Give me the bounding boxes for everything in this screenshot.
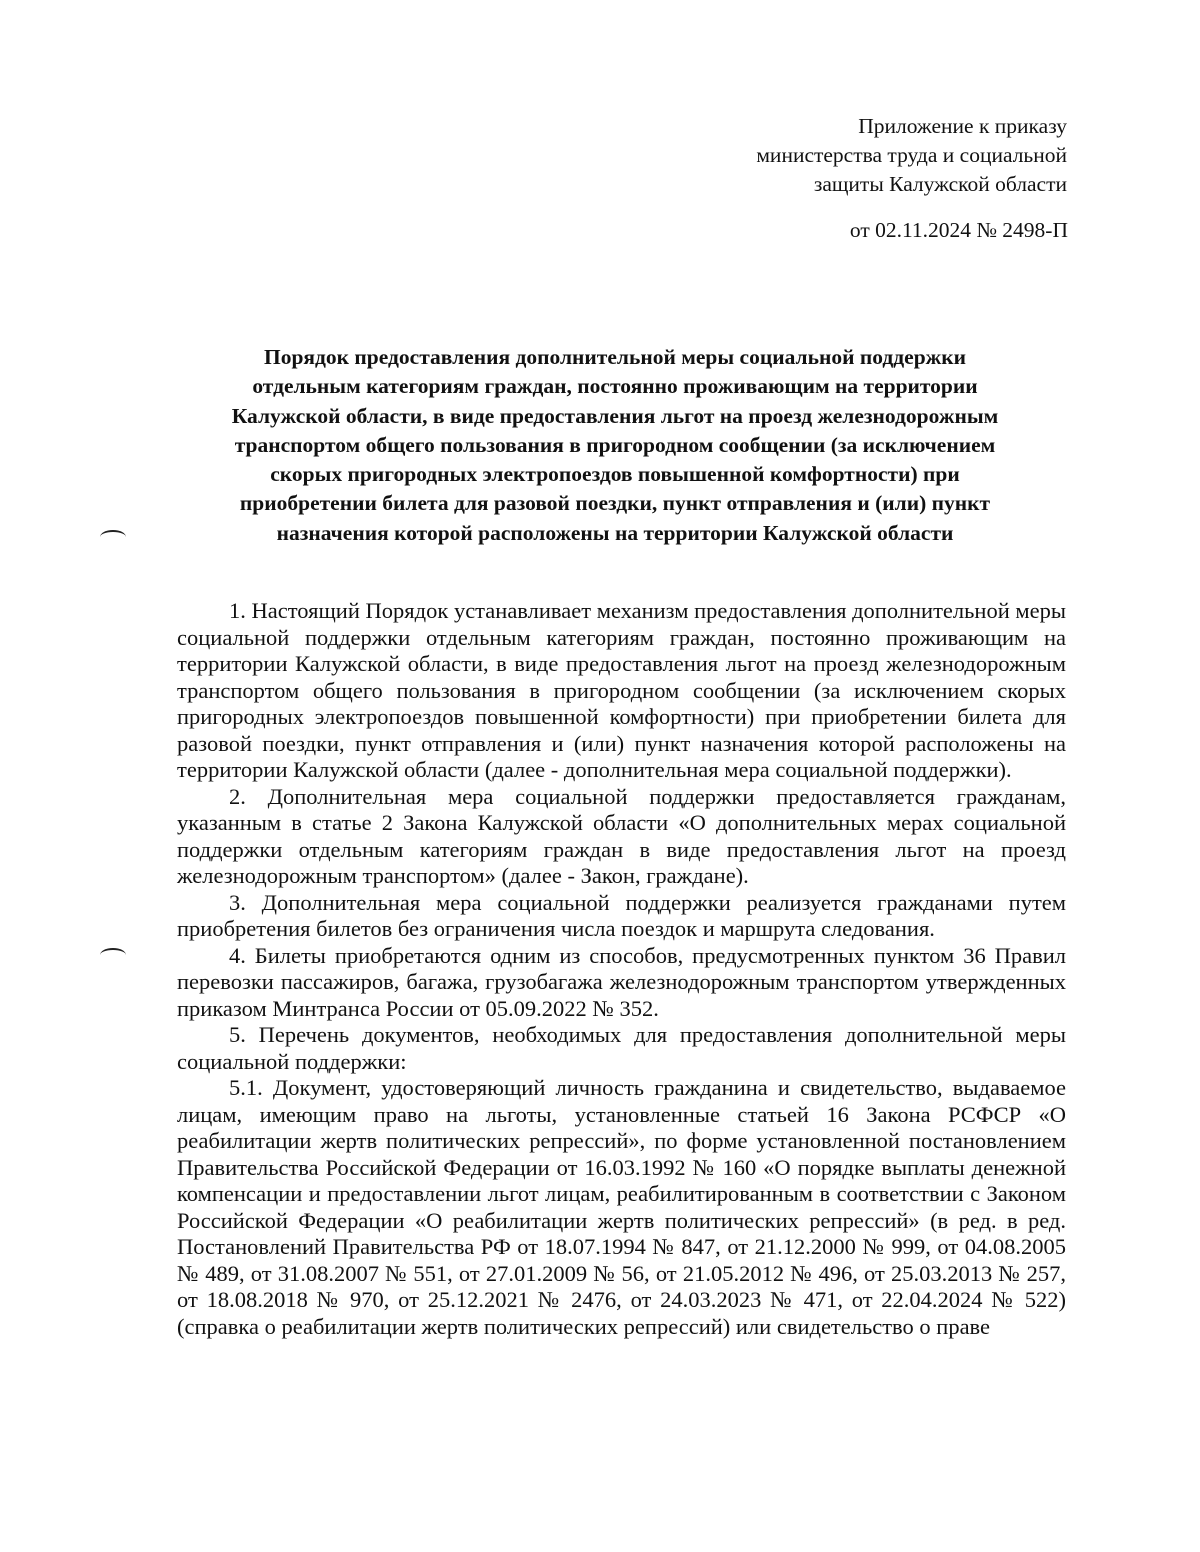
order-reference: от 02.11.2024 № 2498-П xyxy=(849,218,1068,242)
title-line: отдельным категориям граждан, постоянно проживающим на территории xyxy=(252,374,978,399)
document-title xyxy=(160,343,1070,548)
margin-punch-mark xyxy=(100,948,126,962)
appendix-line: министерства труда и социальной xyxy=(756,143,1067,167)
paragraph-4: 4. Билеты приобретаются одним из способов, предусмотренных пунктом 36 Правил перевозки пассажиров, багажа, грузобагажа железнодорожным транспортом утвержденных приказом Минтранса России от 05.09.2022 № 352. xyxy=(177,942,1066,1021)
margin-punch-mark xyxy=(100,530,126,544)
document-body xyxy=(177,598,1066,1340)
paragraph-3: 3. Дополнительная мера социальной поддержки реализуется гражданами путем приобретения билетов без ограничения числа поездок и маршрута следования. xyxy=(177,889,1066,941)
title-line: назначения которой расположены на территории Калужской области xyxy=(276,520,954,545)
paragraph-2: 2. Дополнительная мера социальной поддержки предоставляется гражданам, указанным в статье 2 Закона Калужской области «О дополнительных мерах социальной поддержки отдельным категориям граждан в виде предоставления льгот на проезд железнодорожным транспортом» (далее - Закон, граждане). xyxy=(177,783,1066,888)
title-line: Порядок предоставления дополнительной меры социальной поддержки xyxy=(263,345,967,369)
appendix-line: Приложение к приказу xyxy=(858,114,1067,138)
appendix-header xyxy=(756,112,1067,199)
paragraph-5-1: 5.1. Документ, удостоверяющий личность гражданина и свидетельство, выдаваемое лицам, имеющим право на льготы, установленные статьей 16 Закона РСФСР «О реабилитации жертв политических репрессий», по форме установленной постановлением Правительства Российской Федерации от 16.03.1992 № 160 «О порядке выплаты денежной компенсации и предоставлении льгот лицам, реабилитированным в соответствии с Законом Российской Федерации «О реабилитации жертв политических репрессий» (в ред. в ред. Постановлений Правительства РФ от 18.07.1994 № 847, от 21.12.2000 № 999, от 04.08.2005 № 489, от 31.08.2007 № 551, от 27.01.2009 № 56, от 21.05.2012 № 496, от 25.03.2013 № 257, от 18.08.2018 № 970, от 25.12.2021 № 2476, от 24.03.2023 № 471, от 22.04.2024 № 522) (справка о реабилитации жертв политических репрессий) или свидетельство о праве xyxy=(177,1075,1066,1339)
title-line: Калужской области, в виде предоставления льгот на проезд железнодорожным xyxy=(231,403,999,428)
title-line: скорых пригородных электропоездов повышенной комфортности) при xyxy=(270,462,960,487)
paragraph-5: 5. Перечень документов, необходимых для предоставления дополнительной меры социальной поддержки: xyxy=(177,1022,1066,1074)
paragraph-1: 1. Настоящий Порядок устанавливает механизм предоставления дополнительной меры социальной поддержки отдельным категориям граждан, постоянно проживающим на территории Калужской области, в виде предоставления льгот на проезд железнодорожным транспортом общего пользования в пригородном сообщении (за исключением скорых пригородных электропоездов повышенной комфортности) при приобретении билета для разовой поездки, пункт отправления и (или) пункт назначения которой расположены на территории Калужской области (далее - дополнительная мера социальной поддержки). xyxy=(177,598,1066,782)
title-line: транспортом общего пользования в пригородном сообщении (за исключением xyxy=(234,432,996,457)
title-line: приобретении билета для разовой поездки, пункт отправления и (или) пункт xyxy=(239,491,991,516)
appendix-line: защиты Калужской области xyxy=(813,172,1067,196)
